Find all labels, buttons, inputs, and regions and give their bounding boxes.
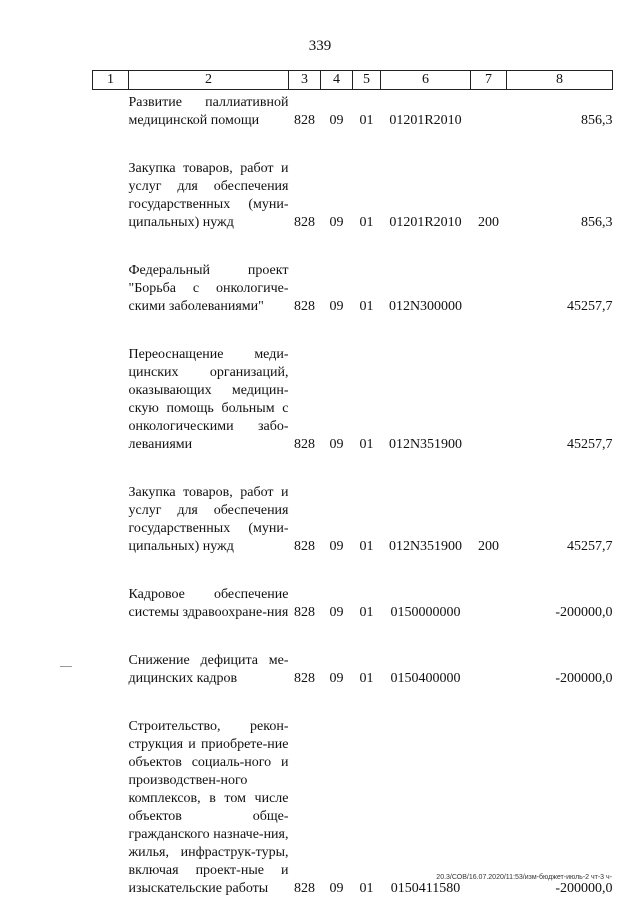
budget-table xyxy=(92,70,613,898)
cell-col8: -200000,0 xyxy=(555,671,613,686)
table-header-row xyxy=(93,71,613,90)
page-number: 339 xyxy=(308,38,332,54)
cell-col3: 828 xyxy=(294,113,315,128)
cell-col6: 012N351900 xyxy=(388,539,463,554)
cell-col5: 01 xyxy=(359,113,374,128)
cell-col7 xyxy=(471,586,507,622)
cell-col3: 828 xyxy=(294,671,315,686)
cell-col8: 856,3 xyxy=(581,215,613,230)
table-row xyxy=(93,586,613,622)
column-header-8: 8 xyxy=(507,71,613,90)
row-name: Федеральный проект "Борьба с онкологиче-скими заболеваниями" xyxy=(128,263,289,314)
cell-col4: 09 xyxy=(329,539,344,554)
cell-col8: -200000,0 xyxy=(555,881,613,896)
cell-col7: 200 xyxy=(478,539,499,554)
column-header-4: 4 xyxy=(321,71,353,90)
cell-col7 xyxy=(471,652,507,688)
cell-col4: 09 xyxy=(329,437,344,452)
cell-col4: 09 xyxy=(329,605,344,620)
table-row xyxy=(93,652,613,688)
column-header-6: 6 xyxy=(381,71,471,90)
column-header-7: 7 xyxy=(471,71,507,90)
column-header-5: 5 xyxy=(353,71,381,90)
margin-mark xyxy=(60,666,72,667)
cell-col4: 09 xyxy=(329,881,344,896)
cell-col6: 0150411580 xyxy=(390,881,461,896)
row-name: Закупка товаров, работ и услуг для обеспечения государственных (муни-ципальных) нужд xyxy=(128,485,289,554)
cell-col6: 0150000000 xyxy=(390,605,461,620)
cell-col6: 01201R2010 xyxy=(389,215,462,230)
cell-col6: 012N300000 xyxy=(388,299,463,314)
cell-col4: 09 xyxy=(329,215,344,230)
row-name: Переоснащение меди-цинских организаций, оказывающих медицин-скую помощь больным с онкологическими забо-леваниями xyxy=(128,347,289,452)
cell-col6: 012N351900 xyxy=(388,437,463,452)
cell-col4: 09 xyxy=(329,113,344,128)
column-header-3: 3 xyxy=(289,71,321,90)
cell-col5: 01 xyxy=(359,215,374,230)
cell-col6: 0150400000 xyxy=(390,671,461,686)
cell-col7 xyxy=(471,718,507,898)
table-row xyxy=(93,160,613,232)
row-name: Снижение дефицита ме-дицинских кадров xyxy=(128,653,289,686)
cell-col7: 200 xyxy=(478,215,499,230)
table-row xyxy=(93,484,613,556)
row-name: Развитие паллиативной медицинской помощи xyxy=(128,95,289,128)
cell-col3: 828 xyxy=(294,215,315,230)
cell-col7 xyxy=(471,346,507,454)
cell-col8: 45257,7 xyxy=(567,299,613,314)
cell-col8: 45257,7 xyxy=(567,539,613,554)
row-name: Закупка товаров, работ и услуг для обеспечения государственных (муни-ципальных) нужд xyxy=(128,161,289,230)
cell-col8: -200000,0 xyxy=(555,605,613,620)
cell-col5: 01 xyxy=(359,671,374,686)
cell-col8: 45257,7 xyxy=(567,437,613,452)
column-header-2: 2 xyxy=(129,71,289,90)
cell-col3: 828 xyxy=(294,299,315,314)
cell-col4: 09 xyxy=(329,671,344,686)
cell-col5: 01 xyxy=(359,881,374,896)
cell-col5: 01 xyxy=(359,605,374,620)
row-name: Кадровое обеспечение системы здравоохране-ния xyxy=(128,587,289,620)
cell-col4: 09 xyxy=(329,299,344,314)
table-row xyxy=(93,90,613,131)
cell-col6: 01201R2010 xyxy=(389,113,462,128)
cell-col3: 828 xyxy=(294,605,315,620)
cell-col5: 01 xyxy=(359,539,374,554)
table-row xyxy=(93,262,613,316)
row-name: Строительство, рекон-струкция и приобрете-ние объектов социаль-ного и производствен-ного комплексов, в том числе объектов обще-гражданского назначе-ния, жилья, инфраструк-туры, включая проект-ные и изыскательские работы xyxy=(128,719,289,896)
document-footer-code: 20.3/СОВ/16.07.2020/11:53/изм-бюджет-июль-2 чт-3 ч- xyxy=(436,874,612,881)
cell-col5: 01 xyxy=(359,299,374,314)
cell-col3: 828 xyxy=(294,881,315,896)
cell-col7 xyxy=(471,262,507,316)
cell-col7 xyxy=(471,90,507,131)
cell-col8: 856,3 xyxy=(581,113,613,128)
cell-col3: 828 xyxy=(294,437,315,452)
table-row xyxy=(93,718,613,898)
cell-col3: 828 xyxy=(294,539,315,554)
table-row xyxy=(93,346,613,454)
cell-col5: 01 xyxy=(359,437,374,452)
column-header-1: 1 xyxy=(93,71,129,90)
